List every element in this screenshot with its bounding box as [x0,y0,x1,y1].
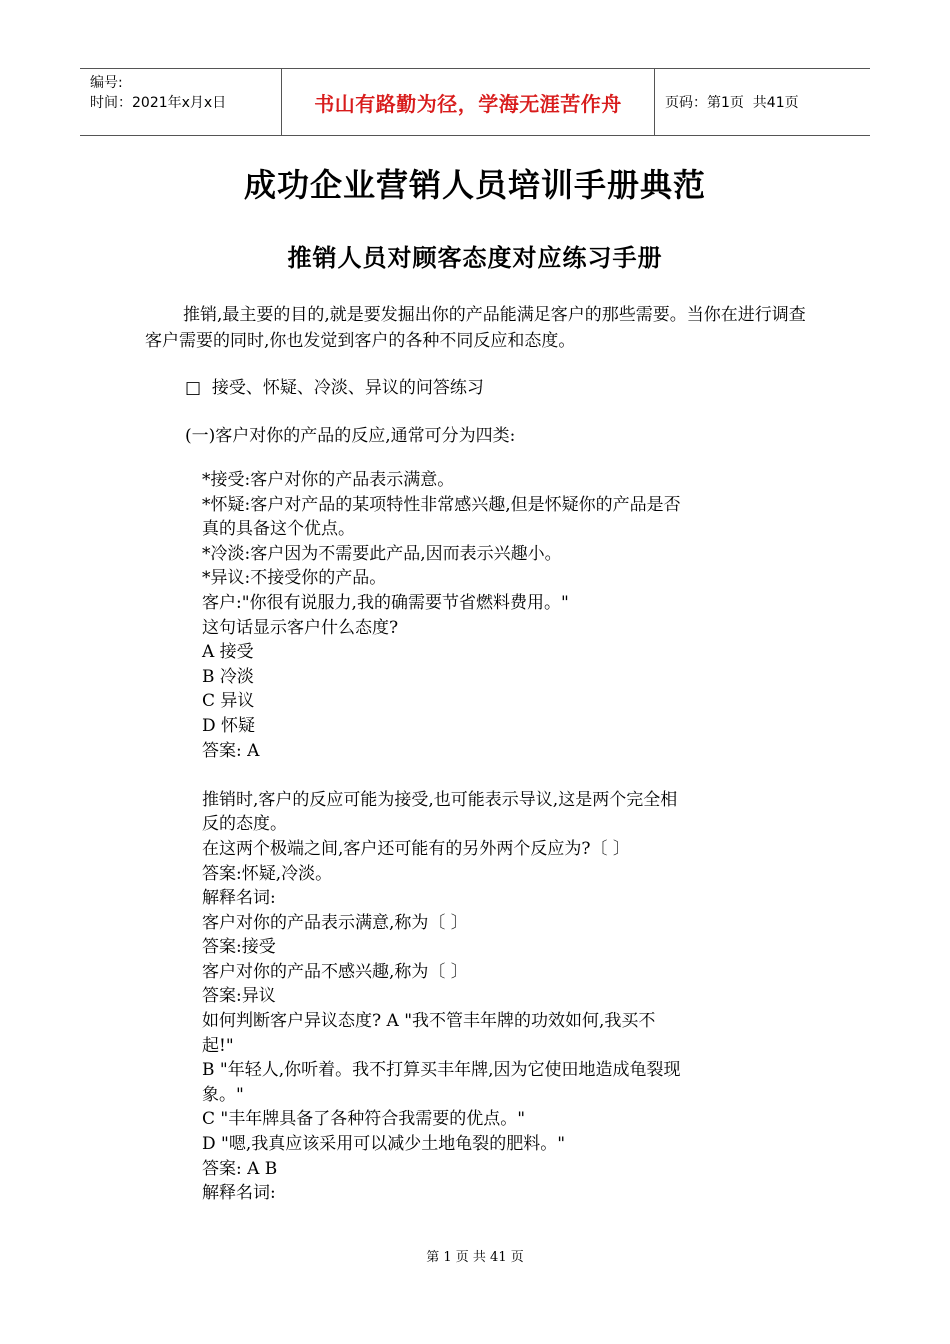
page-header [80,68,870,136]
header-motto-cell [282,69,655,135]
body-line: 真的具备这个优点。 [202,519,355,540]
body-line: 起!" [202,1035,234,1056]
number-label: 编号: [90,75,123,91]
page-info: 页码：第1页 共41页 [665,95,799,111]
body-line: A 接受 [202,642,254,663]
footer-page-number: 第 1 页 共 41 页 [426,1250,524,1265]
body-line: *冷淡:客户因为不需要此产品,因而表示兴趣小。 [202,543,562,564]
document-subtitle: 推销人员对顾客态度对应练习手册 [287,244,663,272]
body-line: 答案:接受 [202,937,276,958]
body-line: D "嗯,我真应该采用可以减少土地龟裂的肥料。" [202,1134,566,1155]
body-line: *异议:不接受你的产品。 [202,568,387,589]
body-line: 答案: A [202,740,260,761]
section-heading: □ 接受、怀疑、冷淡、异议的问答练习 [185,378,484,398]
body-line: 推销时,客户的反应可能为接受,也可能表示导议,这是两个完全相 [202,789,678,810]
intro-paragraph: 推销,最主要的目的,就是要发掘出你的产品能满足客户的那些需要。当你在进行调查客户需要的同时,你也发觉到客户的各种不同反应和态度。 [145,305,806,351]
body-text [202,468,762,1206]
body-line: C "丰年牌具备了各种符合我需要的优点。" [202,1109,526,1130]
body-line: 解释名词: [202,1183,276,1204]
body-line: C 异议 [202,691,255,712]
body-line: 解释名词: [202,888,276,909]
time-label: 时间：2021年x月x日 [90,95,227,111]
body-line: 象。" [202,1084,244,1105]
body-line: 客户:"你很有说服力,我的确需要节省燃料费用。" [202,592,569,613]
body-line: B 冷淡 [202,666,254,687]
body-line [202,763,762,788]
body-line: *接受:客户对你的产品表示满意。 [202,470,455,490]
body-line: B "年轻人,你听着。我不打算买丰年牌,因为它使田地造成龟裂现 [202,1060,681,1081]
body-line: D 怀疑 [202,715,256,736]
body-line: *怀疑:客户对产品的某项特性非常感兴趣,但是怀疑你的产品是否 [202,494,681,515]
body-line: 答案:异议 [202,986,276,1007]
sub-heading: (一)客户对你的产品的反应,通常可分为四类: [185,426,516,446]
header-meta [80,69,282,135]
body-line: 反的态度。 [202,814,287,835]
body-line: 客户对你的产品表示满意,称为〔 〕 [202,912,468,933]
document-title: 成功企业营销人员培训手册典范 [243,166,706,204]
header-page-cell [655,69,870,135]
body-line: 在这两个极端之间,客户还可能有的另外两个反应为?〔 〕 [202,838,630,859]
body-line: 这句话显示客户什么态度? [202,617,399,638]
body-line: 答案: A B [202,1158,278,1179]
motto-text: 书山有路勤为径，学海无涯苦作舟 [314,91,622,116]
body-line: 客户对你的产品不感兴趣,称为〔 〕 [202,961,468,982]
page-footer [0,1246,950,1265]
body-line: 如何判断客户异议态度? A "我不管丰年牌的功效如何,我买不 [202,1011,656,1032]
body-line: 答案:怀疑,冷淡。 [202,863,333,884]
